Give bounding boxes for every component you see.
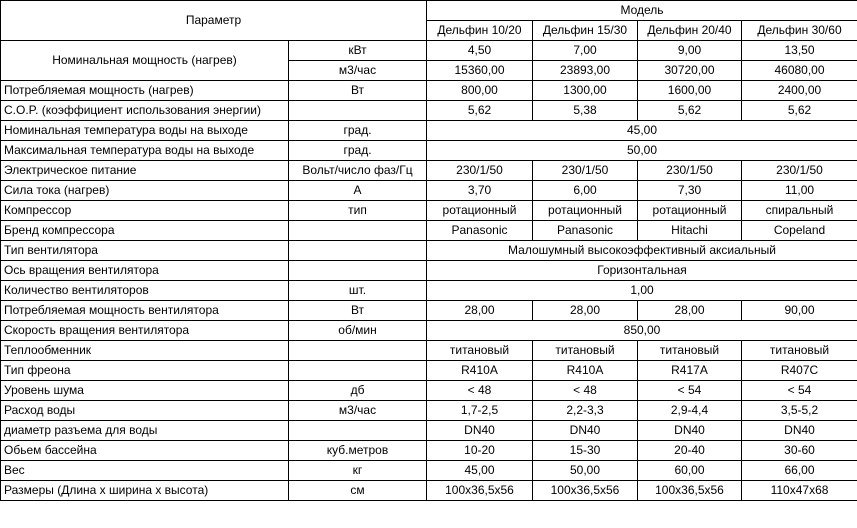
cell-value: 230/1/50 (427, 161, 533, 181)
table-row (1, 141, 857, 161)
table-row (1, 121, 857, 141)
cell-value: 28,00 (638, 301, 742, 321)
row-unit: А (289, 181, 427, 201)
cell-value: 30720,00 (638, 61, 742, 81)
cell-value: ротационный (638, 201, 742, 221)
cell-value: ротационный (533, 201, 638, 221)
row-label: Количество вентиляторов (1, 281, 289, 301)
row-unit: кВт (289, 41, 427, 61)
cell-value: 1,00 (427, 281, 857, 301)
cell-value: титановый (427, 341, 533, 361)
row-unit: см (289, 481, 427, 501)
cell-value: титановый (638, 341, 742, 361)
cell-value: 90,00 (742, 301, 857, 321)
table-row (1, 101, 857, 121)
cell-value: DN40 (638, 421, 742, 441)
cell-value: 100х36,5х56 (533, 481, 638, 501)
table-row (1, 241, 857, 261)
cell-value: 2,9-4,4 (638, 401, 742, 421)
row-label: Скорость вращения вентилятора (1, 321, 289, 341)
table-row (1, 81, 857, 101)
row-unit: тип (289, 201, 427, 221)
table-row (1, 301, 857, 321)
row-label: Расход воды (1, 401, 289, 421)
cell-value: < 54 (638, 381, 742, 401)
cell-value: 45,00 (427, 461, 533, 481)
cell-value: титановый (533, 341, 638, 361)
cell-value: 30-60 (742, 441, 857, 461)
cell-value: 110х47х68 (742, 481, 857, 501)
cell-value: 4,50 (427, 41, 533, 61)
cell-value: Copeland (742, 221, 857, 241)
cell-value: 13,50 (742, 41, 857, 61)
row-unit (289, 261, 427, 281)
cell-value: < 54 (742, 381, 857, 401)
cell-value: 50,00 (533, 461, 638, 481)
row-label: C.O.P. (коэффициент использования энергии) (1, 101, 289, 121)
cell-value: 66,00 (742, 461, 857, 481)
table-row (1, 321, 857, 341)
model-name: Дельфин 30/60 (742, 21, 857, 41)
row-unit: шт. (289, 281, 427, 301)
cell-value: 2400,00 (742, 81, 857, 101)
row-unit: Вт (289, 301, 427, 321)
cell-value: Panasonic (427, 221, 533, 241)
table-row (1, 421, 857, 441)
cell-value: R407C (742, 361, 857, 381)
cell-value: 6,00 (533, 181, 638, 201)
row-unit: м3/час (289, 61, 427, 81)
cell-value: 5,62 (427, 101, 533, 121)
table-row (1, 261, 857, 281)
cell-value: 230/1/50 (533, 161, 638, 181)
cell-value: < 48 (427, 381, 533, 401)
table-row (1, 341, 857, 361)
cell-value: 1300,00 (533, 81, 638, 101)
table-row (1, 461, 857, 481)
cell-value: 800,00 (427, 81, 533, 101)
cell-value: 11,00 (742, 181, 857, 201)
model-header: Модель (427, 1, 857, 21)
cell-value: DN40 (427, 421, 533, 441)
cell-value: спиральный (742, 201, 857, 221)
cell-value: 9,00 (638, 41, 742, 61)
cell-value: 50,00 (427, 141, 857, 161)
model-name: Дельфин 20/40 (638, 21, 742, 41)
row-label: Уровень шума (1, 381, 289, 401)
cell-value: 100х36,5х56 (638, 481, 742, 501)
cell-value: 3,70 (427, 181, 533, 201)
table-row (1, 401, 857, 421)
cell-value: 28,00 (427, 301, 533, 321)
cell-value: ротационный (427, 201, 533, 221)
cell-value: 60,00 (638, 461, 742, 481)
cell-value: R417A (638, 361, 742, 381)
cell-value: < 48 (533, 381, 638, 401)
table-row (1, 281, 857, 301)
row-unit: куб.метров (289, 441, 427, 461)
row-unit: м3/час (289, 401, 427, 421)
cell-value: 20-40 (638, 441, 742, 461)
cell-value: 100х36,5х56 (427, 481, 533, 501)
cell-value: 230/1/50 (742, 161, 857, 181)
cell-value: 1600,00 (638, 81, 742, 101)
cell-value: 850,00 (427, 321, 857, 341)
row-unit (289, 241, 427, 261)
table-row (1, 361, 857, 381)
row-unit: град. (289, 121, 427, 141)
cell-value: 45,00 (427, 121, 857, 141)
row-label: Обьем бассейна (1, 441, 289, 461)
cell-value: 15360,00 (427, 61, 533, 81)
cell-value: 5,38 (533, 101, 638, 121)
table-row (1, 221, 857, 241)
row-label: Тип вентилятора (1, 241, 289, 261)
row-unit (289, 221, 427, 241)
cell-value: Горизонтальная (427, 261, 857, 281)
cell-value: 5,62 (742, 101, 857, 121)
header-row (1, 1, 857, 21)
row-label: Бренд компрессора (1, 221, 289, 241)
row-label: Потребляемая мощность (нагрев) (1, 81, 289, 101)
row-unit: Вт (289, 81, 427, 101)
cell-value: 15-30 (533, 441, 638, 461)
cell-value: R410A (533, 361, 638, 381)
cell-value: 28,00 (533, 301, 638, 321)
table-row (1, 41, 857, 61)
table-row (1, 161, 857, 181)
cell-value: Panasonic (533, 221, 638, 241)
row-unit: Вольт/число фаз/Гц (289, 161, 427, 181)
row-unit: дб (289, 381, 427, 401)
model-name: Дельфин 15/30 (533, 21, 638, 41)
table-row (1, 201, 857, 221)
row-label: диаметр разъема для воды (1, 421, 289, 441)
row-unit: об/мин (289, 321, 427, 341)
row-unit (289, 361, 427, 381)
cell-value: 3,5-5,2 (742, 401, 857, 421)
cell-value: 1,7-2,5 (427, 401, 533, 421)
row-label: Сила тока (нагрев) (1, 181, 289, 201)
cell-value: 46080,00 (742, 61, 857, 81)
cell-value: DN40 (742, 421, 857, 441)
row-label: Ось вращения вентилятора (1, 261, 289, 281)
param-header: Параметр (1, 1, 427, 41)
row-label: Потребляемая мощность вентилятора (1, 301, 289, 321)
table-row (1, 441, 857, 461)
row-label: Размеры (Длина х ширина х высота) (1, 481, 289, 501)
row-label: Номинальная мощность (нагрев) (1, 41, 289, 81)
row-unit (289, 341, 427, 361)
table-row (1, 381, 857, 401)
cell-value: DN40 (533, 421, 638, 441)
cell-value: Hitachi (638, 221, 742, 241)
cell-value: 7,00 (533, 41, 638, 61)
cell-value: 10-20 (427, 441, 533, 461)
cell-value: Малошумный высокоэффективный аксиальный (427, 241, 857, 261)
row-label: Номинальная температура воды на выходе (1, 121, 289, 141)
row-label: Вес (1, 461, 289, 481)
cell-value: 2,2-3,3 (533, 401, 638, 421)
cell-value: 7,30 (638, 181, 742, 201)
cell-value: 23893,00 (533, 61, 638, 81)
cell-value: R410A (427, 361, 533, 381)
cell-value: титановый (742, 341, 857, 361)
table-row (1, 481, 857, 501)
model-name: Дельфин 10/20 (427, 21, 533, 41)
row-unit (289, 101, 427, 121)
row-unit: град. (289, 141, 427, 161)
cell-value: 230/1/50 (638, 161, 742, 181)
row-label: Электрическое питание (1, 161, 289, 181)
row-label: Теплообменник (1, 341, 289, 361)
row-label: Компрессор (1, 201, 289, 221)
table-row (1, 181, 857, 201)
cell-value: 5,62 (638, 101, 742, 121)
row-label: Максимальная температура воды на выходе (1, 141, 289, 161)
row-unit: кг (289, 461, 427, 481)
row-label: Тип фреона (1, 361, 289, 381)
row-unit (289, 421, 427, 441)
